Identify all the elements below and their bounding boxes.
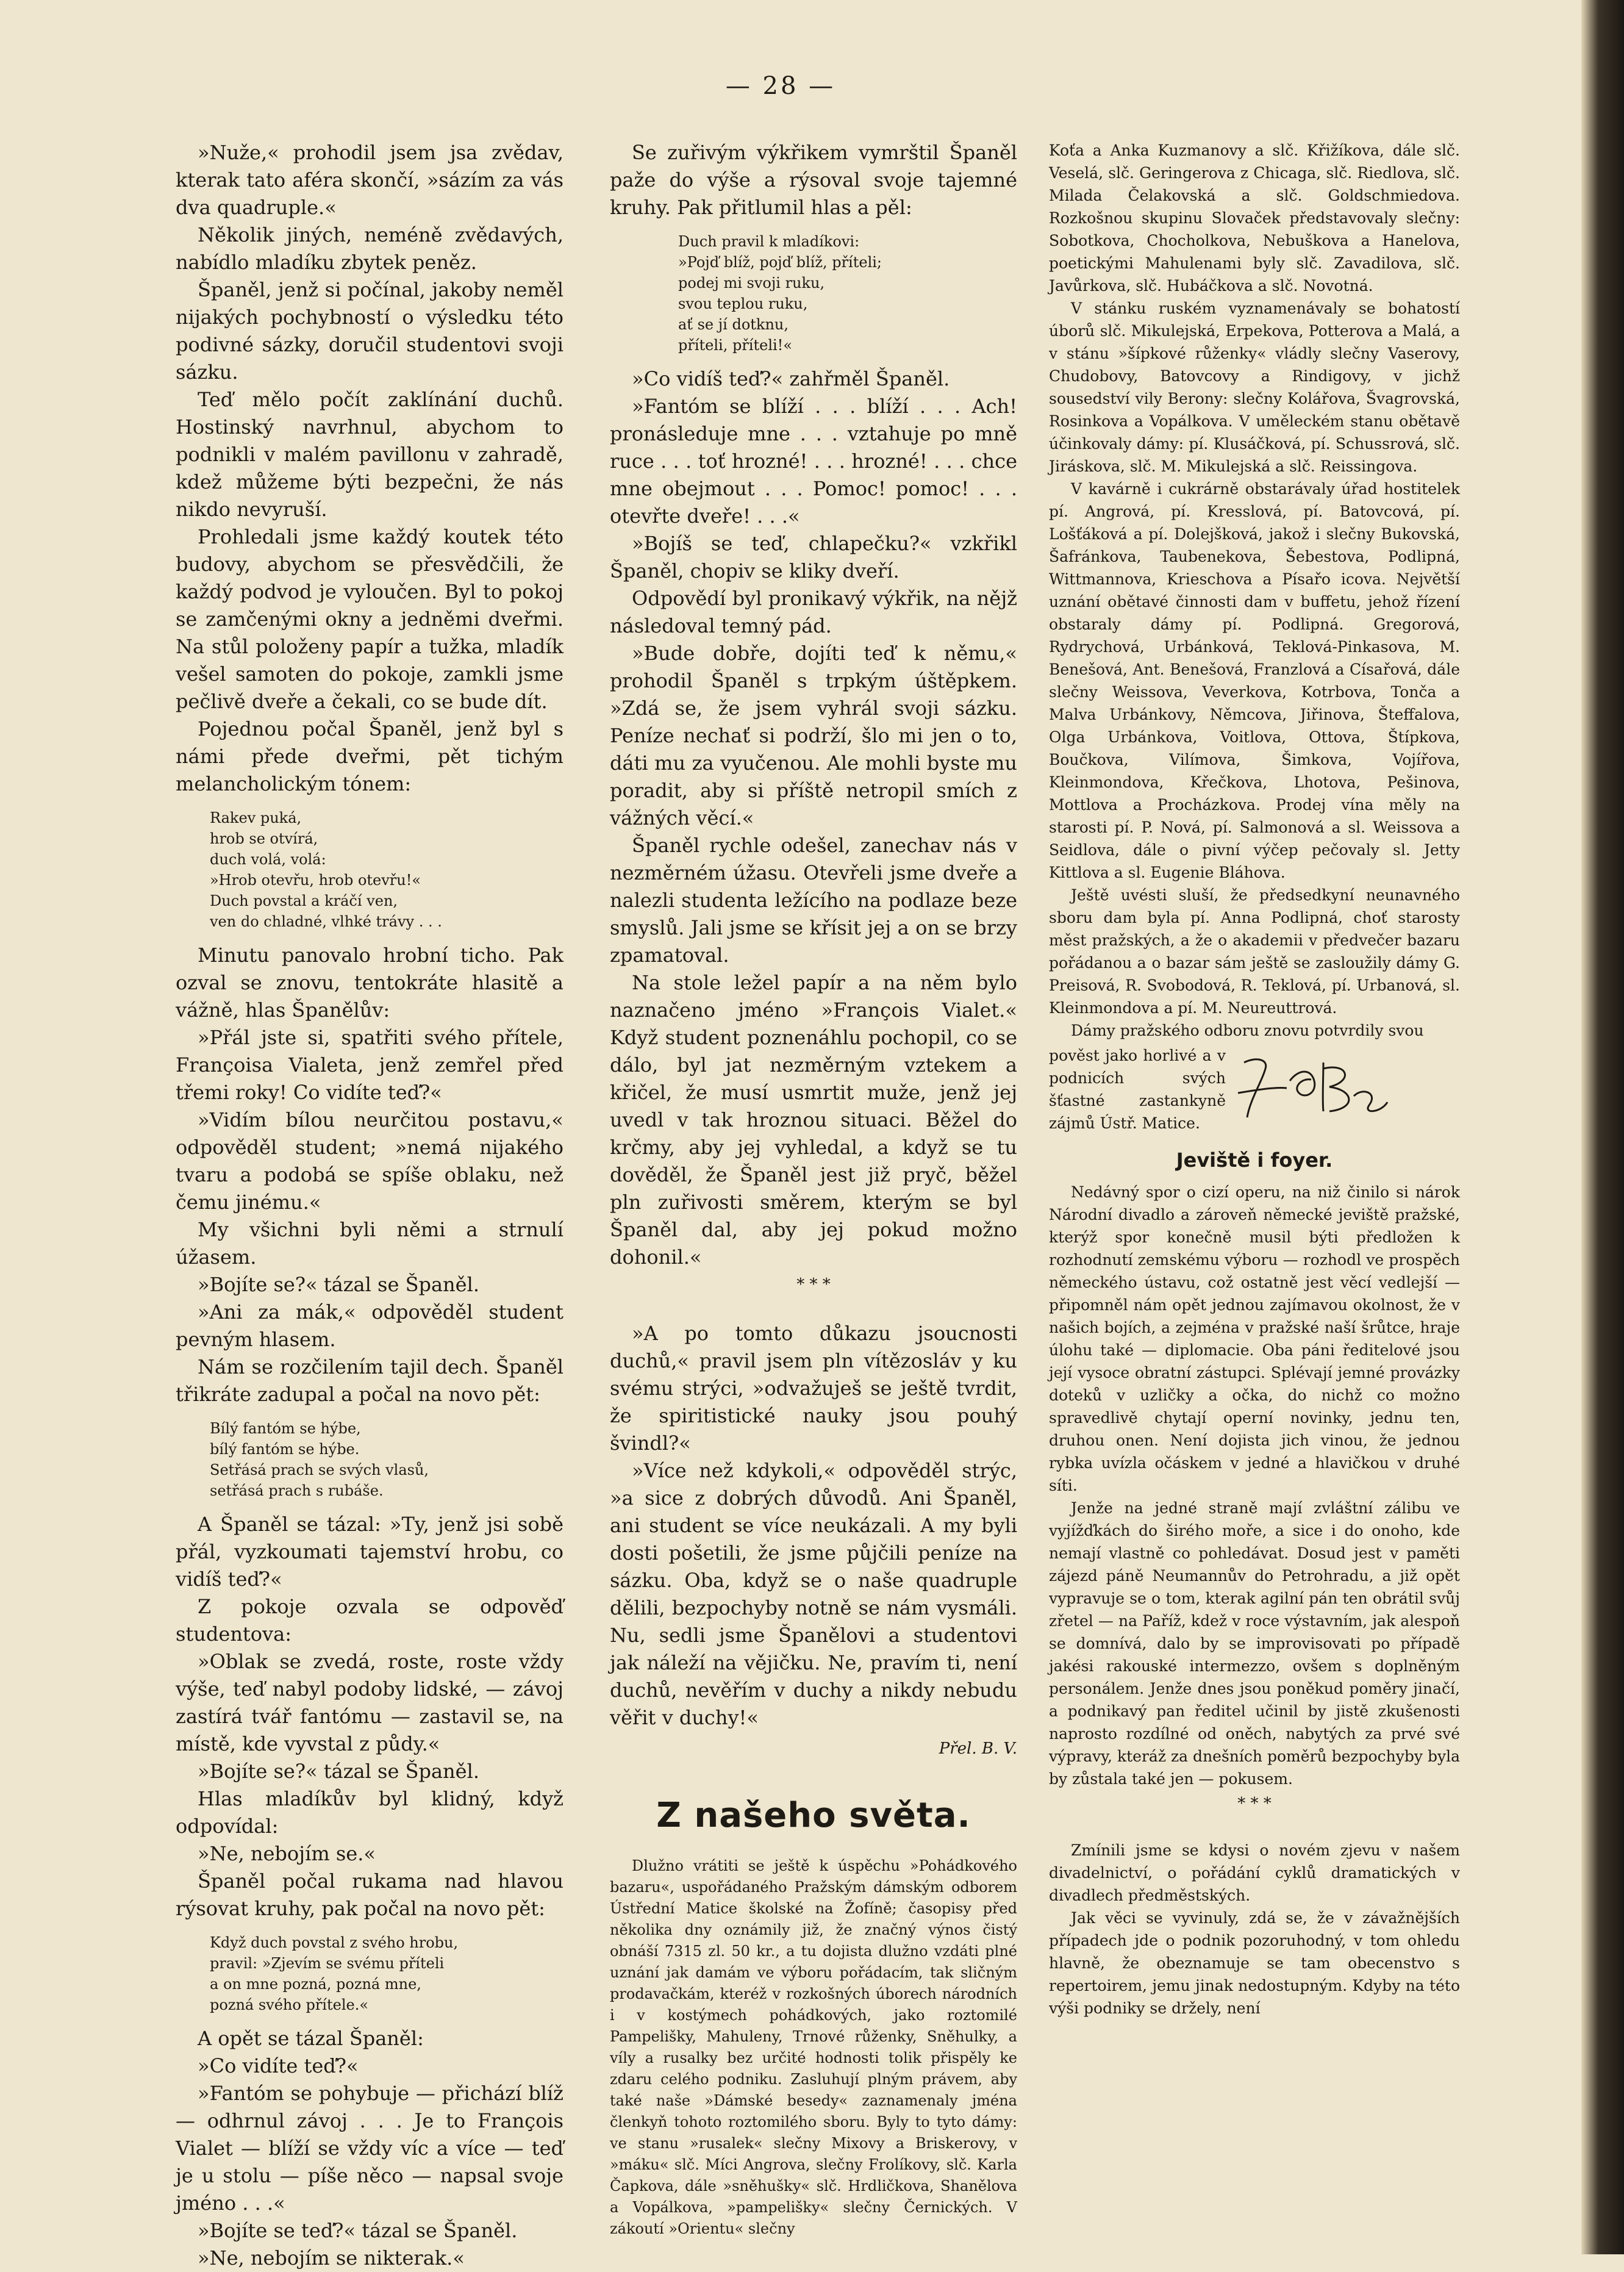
signature-text [1049,1044,1226,1134]
paragraph: »Bojíte se?« tázal se Španěl. [198,1273,479,1296]
paragraph: »Bude dobře, dojíti teď k němu,« prohodil Španěl s trpkým úštěpkem. »Zdá se, že jsem vyhrál svoji sázku. Peníze nechať si podrží, šlo mi jen o to, dáti mu za vyučenou. Ale mohli byste mu poradit, aby si příště netropil smích z vážných věcí.« [610,642,1017,830]
verse-line: pozná svého přítele.« [210,1996,369,2013]
verse-line: Duch pravil k mladíkovi: [678,233,860,250]
paragraph: »Fantóm se pohybuje — přichází blíž — odhrnul závoj . . . Je to François Vialet — blíží se vždy víc a více — teď je u stolu — píše něco — napsal svoje jméno . . .« [176,2082,563,2215]
paragraph: »Ne, nebojím se nikterak.« [198,2246,465,2270]
paragraph: »Vidím bílou neurčitou postavu,« odpověděl student; »nemá nijakého tvaru a podobá se spíše oblaku, než čemu jinému.« [176,1108,563,1214]
paragraph: Z pokoje ozvala se odpověď studentova: [176,1595,563,1646]
verse-line: svou teplou ruku, [678,295,808,312]
paragraph: Na stole ležel papír a na něm bylo naznačeno jméno »François Vialet.« Když student poznenáhlu pochopil, co se dálo, byl jat nezměrným vztekem a křičel, že musí usmrtit muže, jenž jej uvedl v tak hroznou situaci. Běžel do krčmy, aby jej vyhledal, a když se tu dověděl, že Španěl jest již pryč, běžel pln zuřivosti směrem, kterým se byl Španěl dal, aby jej pokud možno dohonil.« [610,971,1017,1269]
poem-verse [678,231,1017,356]
paragraph: »Nuže,« prohodil jsem jsa zvědav, kterak tato aféra skončí, »sázím za vás dva quadruple.« [176,141,563,219]
paragraph: Španěl rychle odešel, zanechav nás v nezměrném úžasu. Otevřeli jsme dveře a nalezli studenta ležícího na podlaze beze smyslů. Jali jsme se křísit jej a on se brzy zpamatoval. [610,834,1017,967]
paragraph: Hlas mladíkův byl klidný, když odpovídal: [176,1787,563,1838]
news-block [610,1855,1017,2240]
verse-line: Duch povstal a kráčí ven, [210,892,398,909]
paragraph: Teď mělo počít zaklínání duchů. Hostinský navrhnul, abychom to podnikli v malém pavillonu v zahradě, kdež můžeme býti bezpečni, že nás nikdo nevyruší. [176,388,563,521]
paragraph: Ještě uvésti sluší, že předsedkyní neunavného sboru dam byla pí. Anna Podlipná, choť starosty měst pražských, a že o akademii v předvečer bazaru pořádanou a o bazar sám ještě se zasloužily dámy G. Preisová, R. Svobodová, R. Teklová, pí. Urbanová, sl. Kleinmondova a pí. M. Neureuttrová. [1049,886,1460,1017]
paragraph: Se zuřivým výkřikem vymrštil Španěl paže do výše a rýsoval svoje tajemné kruhy. Pak přitlumil hlas a pěl: [610,141,1017,219]
paragraph: Koťa a Anka Kuzmanovy a slč. Křižíkova, dále slč. Veselá, slč. Geringerova z Chicaga, slč. Riedlova, slč. Milada Čelakovská a slč. Goldschmiedova. Rozkošnou skupinu Slovaček představovaly slečny: Sobotkova, Chocholkova, Nebuškova a Hanelova, poetickými Mahulenami byly slč. Zavadilova, slč. Javůrkova, slč. Hubáčkova a slč. Novotná. [1049,142,1460,295]
paragraph: »Ani za mák,« odpověděl student pevným hlasem. [176,1300,563,1351]
paragraph: »Více než kdykoli,« odpověděl strýc, »a sice z dobrých důvodů. Ani Španěl, ani student se více neukázali. A my byli dosti pošetili, že jsme půjčili peníze na sázku. Oba, když se o naše quadruple dělili, bezpochyby notně se nám vysmáli. Nu, sedli jsme Španělovi a studentovi jak náleží na vějičku. Ne, pravím ti, není duchů, nevěřím v duchy a nikdy nebudu věřit v duchy!« [610,1459,1017,1729]
paragraph: A opět se tázal Španěl: [198,2027,424,2050]
column-2 [610,139,1017,2237]
verse-line: a on mne pozná, pozná mne, [210,1976,421,1993]
paragraph: A Španěl se tázal: »Ty, jenž jsi sobě přál, vyzkoumati tajemství hrobu, co vidíš teď?« [176,1513,563,1591]
paragraph: Jenže na jedné straně mají zvláštní zálibu ve vyjížďkách do širého moře, a sice i do onoho, kde nemají vlastně co pohledávat. Dosud jest v paměti zájezd páně Neumannův do Petrohradu, a již opět vypravuje se o tom, kterak agilní pán ten obrátil svůj zřetel — na Paříž, kdež v roce výstavním, jak alespoň se domnívá, dalo by se improvisovati po případě jakési rakouské intermezzo, ovšem s doplněným personálem. Jenže dnes jsou poněkud poměry jinačí, a podnikavý pan ředitel učinil by jistě zkušenosti naprosto rozdílné od oněch, nabytých za prvé své výpravy, kteráž za dnešních poměrů bezpochyby byla by zůstala také jen — pokusem. [1049,1499,1460,1788]
verse-line: Rakev puká, [210,809,302,826]
poem-verse [210,1932,563,2015]
section-separator: * * * [1237,1794,1272,1813]
paragraph: Několik jiných, neméně zvědavých, nabídlo mladíku zbytek peněz. [176,223,563,274]
paragraph: Zmínili jsme se kdysi o novém zjevu v našem divadelnictví, o pořádání cyklů dramatických v divadlech předměstských. [1049,1841,1460,1904]
paragraph: My všichni byli němi a strnulí úžasem. [176,1218,563,1269]
paragraph: »Bojíte se?« tázal se Španěl. [198,1760,479,1783]
verse-line: pravil: »Zjevím se svému příteli [210,1955,445,1972]
section-heading: Jeviště i foyer. [1176,1149,1333,1172]
verse-line: ven do chladné, vlhké trávy . . . [210,913,442,930]
verse-line: »Pojď blíž, pojď blíž, příteli; [678,254,882,271]
verse-line: duch volá, volá: [210,851,326,868]
paragraph: »Fantóm se blíží . . . blíží . . . Ach! pronásleduje mne . . . vztahuje po mně ruce . . . toť hrozné! . . . hrozné! . . . chce mne obejmout . . . Pomoc! pomoc! . . . otevřte dveře! . . .« [610,395,1017,528]
verse-line: »Hrob otevřu, hrob otevřu!« [210,872,421,889]
verse-line: Když duch povstal z svého hrobu, [210,1934,459,1951]
paragraph: Španěl, jenž si počínal, jakoby neměl nijakých pochybností o výsledku této podivné sázky, doručil studentovi svoji sázku. [176,278,563,384]
paragraph: »Bojíš se teď, chlapečku?« vzkřikl Španěl, chopiv se kliky dveří. [610,532,1017,582]
paragraph: Španěl počal rukama nad hlavou rýsovat kruhy, pak počal na novo pět: [176,1869,563,1920]
paragraph: Nám se rozčilením tajil dech. Španěl třikráte zadupal a počal na novo pět: [176,1355,563,1406]
paragraph: Nedávný spor o cizí operu, na niž činilo si nárok Národní divadlo a zároveň německé jeviště pražské, kterýž spor konečně musil býti předložen k rozhodnutí zemskému výboru — rozhodl ve prospěch německého ústavu, což ostatně jest věcí vedlejší — připomněl nám opět jednou zajímavou okolnost, že v našich bojích, a zejména v pražské naší šrůtce, hraje úlohu také — diplomacie. Oba páni ředitelové jsou její vysoce obratní zástupci. Splévají jemné provázky doteků v uzličky a očka, do nichž co možno spravedlivě chytají operní novinky, jednu ten, druhou onen. Není dojista jich vinou, že jednou rybka uvízla očáskem v jedné a hlavičkou v druhé síti. [1049,1183,1460,1494]
paragraph: Dámy pražského odboru znovu potvrdily svou [1071,1022,1424,1039]
section-separator: * * * [796,1275,831,1294]
paragraph: »A po tomto důkazu jsoucnosti duchů,« pravil jsem pln vítězosláv y ku svému strýci, »odvažuješ se ještě tvrdit, že spiritistické nauky jsou pouhý švindl?« [610,1322,1017,1455]
page-edge-shadow [1581,0,1624,2254]
column-1 [176,139,563,2270]
paragraph: Jak věci se vyvinuly, zdá se, že v závažnějších případech jde o podnik pozoruhodný, v tom ohledu hlavně, že obeznamuje se tam obecenstvo s repertoirem, jemu jinak nedostupným. Kdyby na této výši podniky se držely, není [1049,1909,1460,2017]
paragraph: »Ne, nebojím se.« [198,1842,376,1865]
verse-line: příteli, příteli!« [678,337,793,354]
verse-line: setřásá prach s rubáše. [210,1482,384,1499]
translator-credit: Přel. B. V. [939,1740,1017,1758]
paragraph: Pojednou počal Španěl, jenž byl s námi přede dveřmi, pět tichým melancholickým tónem: [176,717,563,795]
paragraph: »Co vidíš teď?« zahřměl Španěl. [632,367,950,390]
verse-line: hrob se otvírá, [210,830,318,847]
verse-line: ať se jí dotknu, [678,316,789,333]
verse-line: bílý fantóm se hýbe. [210,1441,360,1458]
verse-line: Setřásá prach se svých vlasů, [210,1461,429,1478]
paragraph: pověst jako horlivé a v podnicích svých šťastné zastankyně zájmů Ústř. Matice. [1049,1047,1226,1132]
poem-verse [210,1418,563,1501]
section-heading: Z našeho světa. [656,1796,971,1835]
poem-verse [210,808,563,932]
verse-line: Bílý fantóm se hýbe, [210,1420,361,1437]
column-3 [1049,139,1460,2213]
paragraph: »Oblak se zvedá, roste, roste vždy výše, teď nabyl podoby lidské, — závoj zastírá tvář fantómu — zastavil se, na místě, kde vyvstal z půdy.« [176,1650,563,1755]
paragraph: Dlužno vrátiti se ještě k úspěchu »Pohádkového bazaru«, uspořádaného Pražským dámským odborem Ústřední Matice školské na Žofíně; časopisy před několika dny oznámily již, že značný výnos čistý obnáší 7315 zl. 50 kr., a tu dojista dlužno vzdáti plné uznání jak damám ve výboru pořádacím, tak sličným prodavačkám, kteréž v rozkošných úborech národních i v kostýmech pohádkových, jako roztomilé Pampelišky, Mahuleny, Trnové růženky, Sněhulky, a víly a rusalky bez určité hodnosti tolik přispěly ke zdaru celého podniku. Zasluhují plným právem, aby také naše »Dámské besedy« zaznamenaly jména členkyň tohoto roztomilého sboru. Byly to tyto dámy: ve stanu »rusalek« slečny Mixovy a Briskerovy, v »máku« slč. Míci Angrova, slečny Frolíkovy, slč. Karla Čapkova, dále »sněhušky« slč. Hrdličkova, Shanělova a Vopálkova, »pampelišky« slečny Černických. V zákoutí »Orientu« slečny [610,1857,1017,2237]
verse-line: podej mi svoji ruku, [678,274,825,292]
paragraph: »Co vidíte teď?« [198,2054,359,2077]
paragraph: V kavárně i cukrárně obstarávaly úřad hostitelek pí. Angrová, pí. Kresslová, pí. Batovcová, pí. Lošťáková a pí. Dolejšková, jakož i slečny Bukovská, Šafránkova, Taubenekova, Šebestova, Podlipná, Wittmannova, Krieschova a Písařo icova. Největší uznání obětavé činnosti dam v buffetu, jehož řízení obstaraly dámy pí. Podlipná. Gregorová, Rydrychová, Urbánková, Teklová-Pinkasova, M. Benešová, Ant. Benešová, Franzlová a Císařová, dále slečny Weissova, Veverkova, Kotrbova, Tonča a Malva Urbánkovy, Němcova, Jiřinova, Šteffalova, Olga Urbánkova, Voitlova, Ottova, Štípkova, Boučkova, Vilímova, Šimkova, Vojířova, Kleinmondova, Křečkova, Lhotova, Pešinova, Mottlova a Procházkova. Prodej vína měly na starosti pí. P. Nová, pí. Salmonová a sl. Weissova a Seidlova, dále o pivní výčep pečovaly sl. Jetty Kittlova a sl. Eugenie Bláhova. [1049,480,1460,881]
paragraph: Minutu panovalo hrobní ticho. Pak ozval se znovu, tentokráte hlasitě a vážně, hlas Španělův: [176,944,563,1022]
paragraph: Odpovědí byl pronikavý výkřik, na nějž následoval temný pád. [610,587,1017,637]
paragraph: »Přál jste si, spatřiti svého přítele, Françoisa Vialeta, jenž zemřel před třemi roky! Co vidíte teď?« [176,1026,563,1104]
signature-block [1049,1044,1460,1134]
paragraph: »Bojíte se teď?« tázal se Španěl. [198,2219,518,2242]
paragraph: V stánku ruském vyznamenávaly se bohatostí úborů slč. Mikulejská, Erpekova, Potterova a Malá, a v stánu »šípkové růženky« vládly slečny Vaserovy, Chudobovy, Batovcovy a Rindigovy, v jichž sousedství vily Berony: slečny Kolářova, Švagrovská, Rosinkova a Vopálkova. V uměleckém stanu obětavě účinkovaly dámy: pí. Klusáčková, pí. Schussrová, slč. Jiráskova, slč. M. Mikulejská a slč. Reissingova. [1049,299,1460,475]
handwritten-signature [1232,1044,1390,1130]
paragraph: Prohledali jsme každý koutek této budovy, abychom se přesvědčili, že každý podvod je vyloučen. Byl to pokoj se zamčenými okny a jedněmi dveřmi. Na stůl položeny papír a tužka, mladík vešel samoten do pokoje, zamkli jsme pečlivě dveře a čekali, co se bude dít. [176,525,563,713]
page-number: — 28 — [725,72,836,100]
